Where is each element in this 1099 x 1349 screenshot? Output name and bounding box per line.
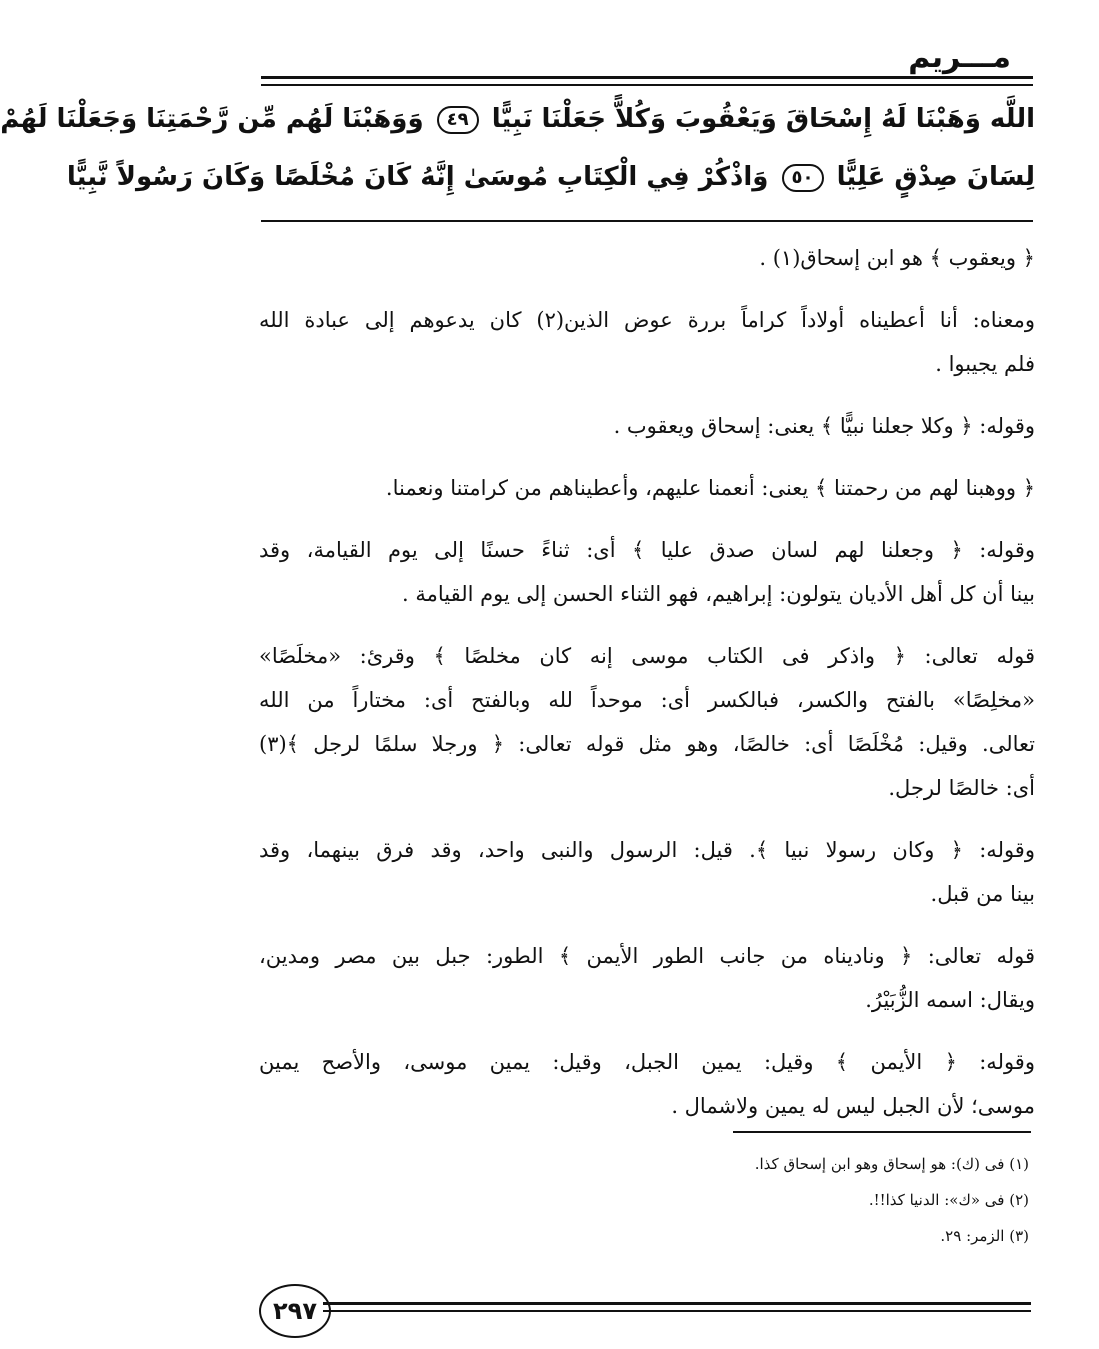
tafsir-line: بينا أن كل أهل الأديان يتولون: إبراهيم، فهو الثناء الحسن إلى يوم القيامة . [402, 582, 1035, 606]
tafsir-line: وقوله: ﴿ وكان رسولا نبيا ﴾. قيل: الرسول والنبى واحد، وقد فرق بينهما، وقد [259, 838, 1035, 862]
tafsir-line: تعالى. وقيل: مُخْلَصًا أى: خالصًا، وهو مثل قوله تعالى: ﴿ ورجلا سلمًا لرجل ﴾(٣) [259, 732, 1035, 756]
tafsir-line: وقوله: ﴿ وكلا جعلنا نبيًّا ﴾ يعنى: إسحاق ويعقوب . [613, 414, 1035, 438]
quran-text: اللَّه وَهَبْنَا لَهُ إِسْحَاقَ وَيَعْقُوبَ وَكُلاًّ جَعَلْنَا نَبِيًّا [491, 104, 1035, 134]
tafsir-line: ويقال: اسمه الزُّبَيْرُ. [865, 988, 1035, 1012]
footnote: (٢) فى «ك»: الدنيا كذا!!. [868, 1191, 1029, 1209]
quran-text: وَوَهَبْنَا لَهُم مِّن رَّحْمَتِنَا وَجَعَلْنَا لَهُمْ [0, 104, 424, 134]
quran-text: وَاذْكُرْ فِي الْكِتَابِ مُوسَىٰ إِنَّهُ كَانَ مُخْلَصًا وَكَانَ رَسُولاً نَّبِيًّا [66, 162, 769, 192]
tafsir-line: ومعناه: أنا أعطيناه أولاداً كراماً بررة عوض الذين(٢) كان يدعوهم إلى عبادة الله [259, 308, 1036, 332]
tafsir-line: بينا من قبل. [930, 882, 1035, 906]
footnote: (١) فى (ك): هو إسحاق وهو ابن إسحاق كذا. [754, 1155, 1029, 1173]
footnotes [239, 1146, 1029, 1254]
tafsir-line: قوله تعالى: ﴿ وناديناه من جانب الطور الأيمن ﴾ الطور: جبل بين مصر ومدين، [259, 944, 1035, 968]
tafsir-line: قوله تعالى: ﴿ واذكر فى الكتاب موسى إنه كان مخلصًا ﴾ وقرئ: «مخلَصًا» [259, 644, 1035, 668]
tafsir-paragraph [259, 236, 1035, 280]
tafsir-line: وقوله: ﴿ وجعلنا لهم لسان صدق عليا ﴾ أى: ثناءً حسنًا إلى يوم القيامة، وقد [259, 538, 1035, 562]
tafsir-paragraph [259, 634, 1035, 810]
tafsir-line: وقوله: ﴿ الأيمن ﴾ وقيل: يمين الجبل، وقيل: يمين موسى، والأصح يمين [259, 1050, 1035, 1074]
page-number: ٢٩٧ [259, 1284, 331, 1338]
tafsir-line: ﴿ ويعقوب ﴾ هو ابن إسحاق(١) . [759, 246, 1035, 270]
quran-verses [0, 90, 1035, 206]
tafsir-body [259, 236, 1035, 1146]
tafsir-line: «مخلِصًا» بالفتح والكسر، فبالكسر أى: موحداً لله وبالفتح أى: مختاراً من الله [259, 688, 1035, 712]
header-rule-thick [261, 76, 1033, 79]
footnote: (٣) الزمر: ٢٩. [940, 1227, 1029, 1245]
tafsir-paragraph [259, 934, 1035, 1022]
tafsir-line: موسى؛ لأن الجبل ليس له يمين ولاشمال . [671, 1094, 1035, 1118]
quran-line-2 [66, 148, 1035, 206]
section-divider [261, 220, 1033, 222]
tafsir-paragraph [259, 466, 1035, 510]
ayah-number-marker: ٥٠ [782, 164, 824, 192]
tafsir-paragraph [259, 298, 1035, 386]
tafsir-line: أى: خالصًا لرجل. [888, 776, 1035, 800]
tafsir-paragraph [259, 528, 1035, 616]
tafsir-paragraph [259, 404, 1035, 448]
footer-rule-thin [323, 1310, 1031, 1312]
surah-title: مـــريم [908, 40, 1011, 75]
tafsir-paragraph [259, 828, 1035, 916]
footnote-rule [733, 1131, 1031, 1133]
footer-rule-thick [323, 1302, 1031, 1305]
quran-line-1 [0, 90, 1035, 148]
ayah-number-marker: ٤٩ [437, 106, 479, 134]
tafsir-line: فلم يجيبوا . [935, 352, 1035, 376]
quran-text: لِسَانَ صِدْقٍ عَلِيًّا [836, 162, 1035, 192]
header-rule-thin [261, 84, 1033, 86]
tafsir-line: ﴿ ووهبنا لهم من رحمتنا ﴾ يعنى: أنعمنا عليهم، وأعطيناهم من كرامتنا ونعمنا. [385, 476, 1035, 500]
tafsir-paragraph [259, 1040, 1035, 1128]
